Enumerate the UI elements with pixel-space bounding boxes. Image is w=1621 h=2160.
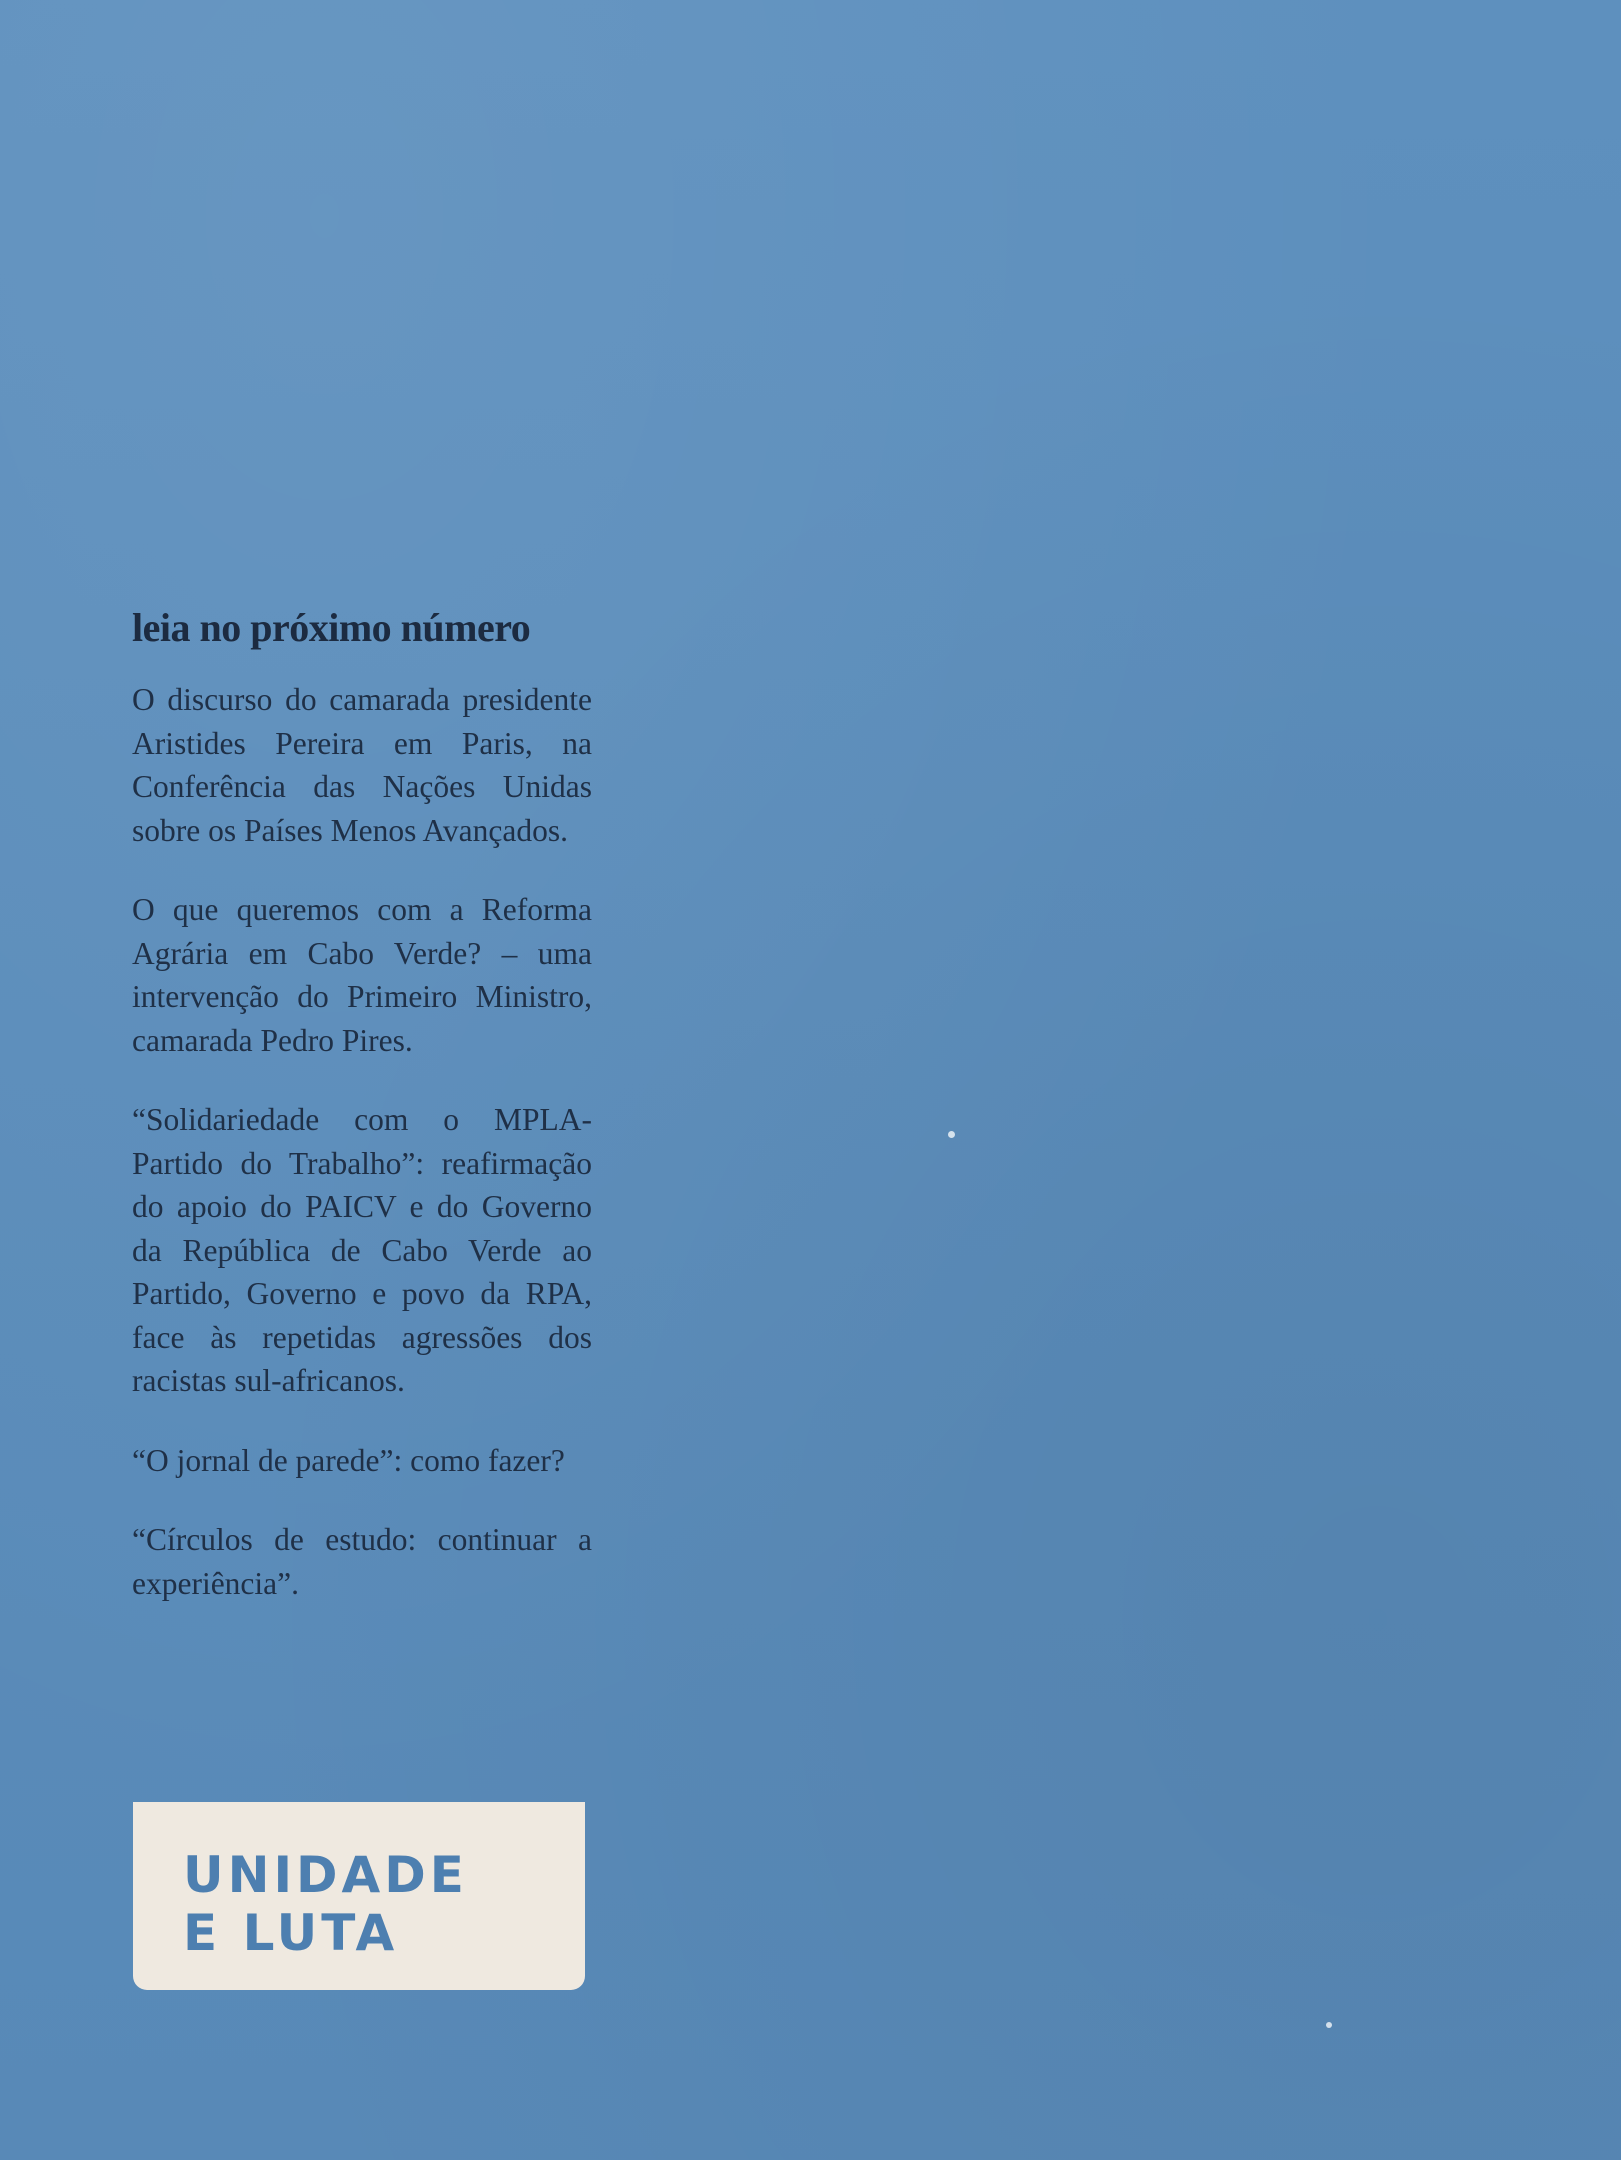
next-issue-item: “Círculos de estudo: continuar a experiência”.	[132, 1522, 592, 1601]
paper-speck	[1326, 2022, 1332, 2028]
next-issue-column	[132, 598, 592, 1641]
next-issue-item: “Solidariedade com o MPLA-Partido do Trabalho”: reafirmação do apoio do PAICV e do Governo da República de Cabo Verde ao Partido, Governo e povo da RPA, face às repetidas agressões dos racistas sul-africanos.	[132, 1102, 592, 1398]
logo-wordmark	[183, 1846, 468, 1962]
paper-speck	[948, 1131, 955, 1138]
next-issue-item: “O jornal de parede”: como fazer?	[132, 1442, 565, 1478]
next-issue-item: O que queremos com a Reforma Agrária em Cabo Verde? – uma intervenção do Primeiro Ministro, camarada Pedro Pires.	[132, 892, 592, 1058]
next-issue-heading: leia no próximo número	[132, 605, 531, 650]
next-issue-item: O discurso do camarada presidente Aristides Pereira em Paris, na Conferência das Nações Unidas sobre os Países Menos Avançados.	[132, 682, 592, 848]
logo-line-1: UNIDADE	[183, 1846, 468, 1904]
publication-logo	[133, 1802, 585, 1990]
logo-line-2: E LUTA	[183, 1904, 399, 1962]
